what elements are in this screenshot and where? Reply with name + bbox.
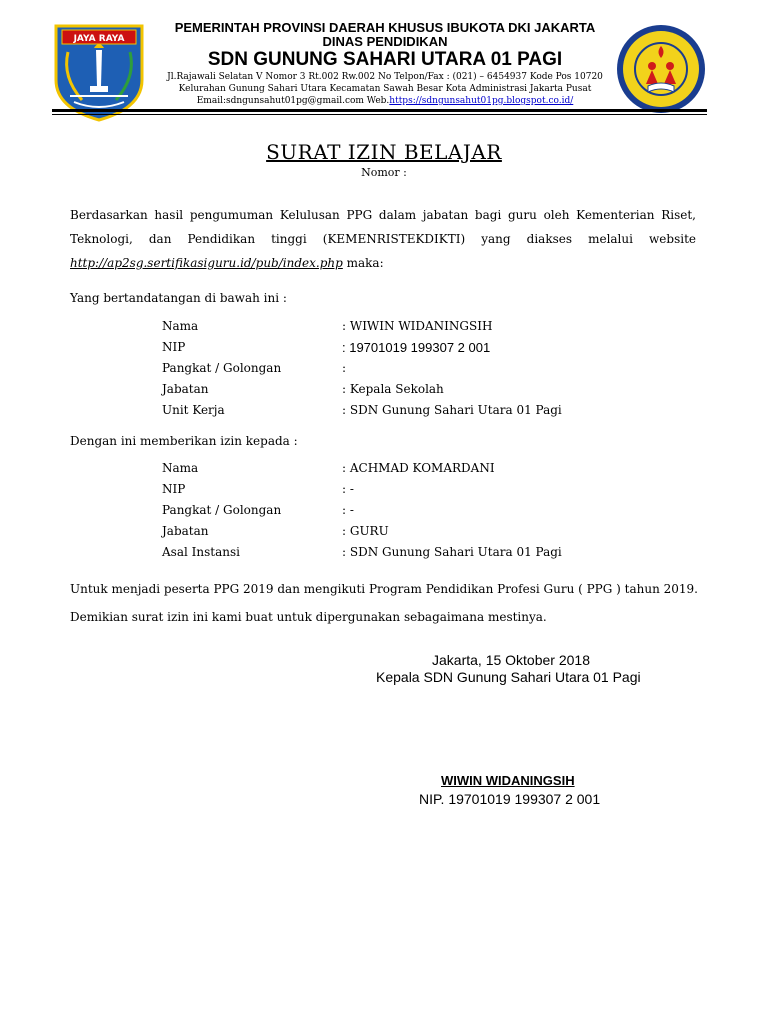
detail-key: Jabatan (162, 382, 209, 396)
department-heading: DINAS PENDIDIKAN (322, 34, 448, 49)
detail-key: Pangkat / Golongan (162, 503, 282, 517)
signer-name: WIWIN WIDANINGSIH (441, 773, 575, 788)
intro-line-2: Teknologi, dan Pendidikan tinggi (KEMENRISTEKDIKTI) yang diakses melalui website (70, 232, 696, 246)
intro-paragraph (70, 203, 696, 275)
place-date: Jakarta, 15 Oktober 2018 (432, 652, 590, 668)
detail-key: NIP (162, 340, 186, 354)
signer-position: Kepala SDN Gunung Sahari Utara 01 Pagi (376, 669, 641, 685)
detail-row (162, 379, 642, 400)
detail-key: Nama (162, 319, 199, 333)
detail-value: : SDN Gunung Sahari Utara 01 Pagi (342, 545, 562, 559)
detail-key: Pangkat / Golongan (162, 361, 282, 375)
detail-row (162, 337, 642, 358)
detail-row (162, 458, 642, 479)
detail-key: Unit Kerja (162, 403, 225, 417)
school-emblem-logo (614, 22, 708, 116)
signer-label: Yang bertandatangan di bawah ini : (70, 291, 287, 305)
signer-nip: NIP. 19701019 199307 2 001 (419, 791, 601, 807)
detail-row (162, 358, 642, 379)
detail-value: : - (342, 503, 354, 517)
website-url-link[interactable]: http://ap2sg.sertifikasiguru.id/pub/index.php (70, 256, 343, 270)
signer-details (162, 316, 642, 421)
detail-value: : - (342, 482, 354, 496)
detail-value: : (342, 361, 347, 375)
detail-row (162, 521, 642, 542)
school-name: SDN GUNUNG SAHARI UTARA 01 PAGI (207, 49, 563, 70)
detail-row (162, 316, 642, 337)
intro-suffix: maka: (342, 256, 384, 270)
school-contact (140, 95, 630, 107)
detail-value: : GURU (342, 524, 389, 538)
detail-row (162, 400, 642, 421)
letterhead-rule-thin (52, 114, 707, 115)
school-address: Jl.Rajawali Selatan V Nomor 3 Rt.002 Rw.002 No Telpon/Fax : (021) – 6454937 Kode Pos 10720 (167, 72, 603, 82)
letterhead-rule-thick (52, 109, 707, 112)
purpose-text: Untuk menjadi peserta PPG 2019 dan mengikuti Program Pendidikan Profesi Guru ( PPG ) tahun 2019. (70, 582, 698, 596)
detail-key: Jabatan (162, 524, 209, 538)
svg-text:JAYA RAYA: JAYA RAYA (73, 34, 125, 44)
detail-key: Nama (162, 461, 199, 475)
school-kelurahan: Kelurahan Gunung Sahari Utara Kecamatan Sawah Besar Kota Administrasi Jakarta Pusat (178, 84, 592, 94)
recipient-details (162, 458, 642, 563)
government-heading: PEMERINTAH PROVINSI DAERAH KHUSUS IBUKOTA DKI JAKARTA (174, 20, 596, 35)
closing-text: Demikian surat izin ini kami buat untuk dipergunakan sebagaimana mestinya. (70, 610, 547, 624)
detail-key: Asal Instansi (162, 545, 240, 559)
letter-title: SURAT IZIN BELAJAR (266, 140, 502, 164)
letterhead (140, 20, 630, 107)
jakarta-emblem-logo (52, 22, 146, 122)
intro-line-1: Berdasarkan hasil pengumuman Kelulusan PPG dalam jabatan bagi guru oleh Kementerian Riset, (70, 208, 696, 222)
website-link[interactable]: https://sdngunsahut01pg.blogspot.co.id/ (389, 96, 574, 106)
detail-value: : WIWIN WIDANINGSIH (342, 319, 493, 333)
intro-line-3 (70, 251, 696, 275)
detail-key: NIP (162, 482, 186, 496)
detail-value: : ACHMAD KOMARDANI (342, 461, 495, 475)
detail-value: : Kepala Sekolah (342, 382, 444, 396)
recipient-label: Dengan ini memberikan izin kepada : (70, 434, 298, 448)
letter-number: Nomor : (361, 166, 407, 179)
email-text: Email:sdngunsahut01pg@gmail.com Web. (196, 96, 390, 106)
detail-row (162, 542, 642, 563)
detail-row (162, 479, 642, 500)
detail-value: : SDN Gunung Sahari Utara 01 Pagi (342, 403, 562, 417)
detail-value: : 19701019 199307 2 001 (342, 340, 491, 355)
detail-row (162, 500, 642, 521)
